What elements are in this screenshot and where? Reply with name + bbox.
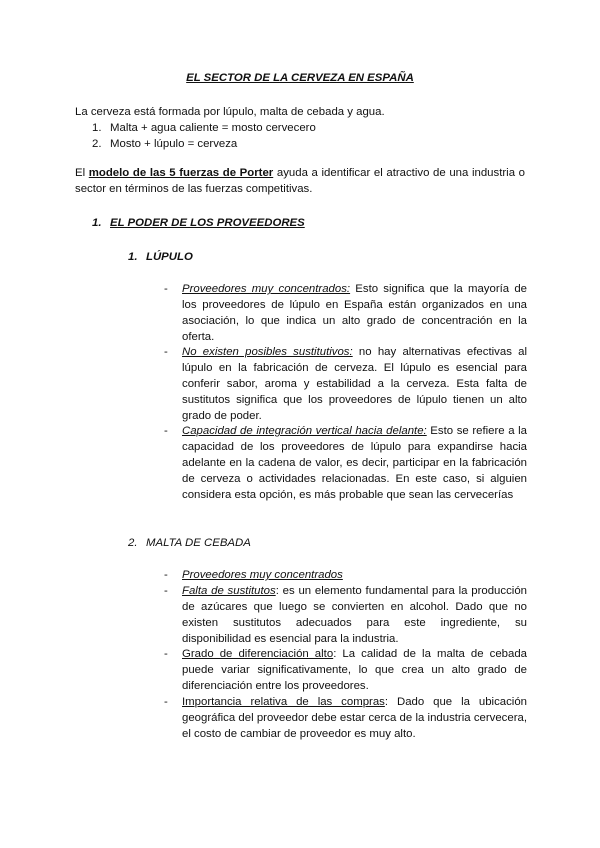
bullet-text [182, 344, 527, 424]
bullet-body: no hay alternativas efectivas al lúpulo en la fabricación de cerveza. El lúpulo es esencial para conferir sabor, aroma y estabilidad a la cerveza. Esta falta de sustitutos significa que los proveedores de lúpulo tienen un alto grado de poder. [182, 346, 527, 422]
bullet-dash: - [164, 569, 168, 581]
list-text: Malta + agua caliente = mosto cervecero [110, 122, 316, 134]
bullet-text [182, 423, 527, 503]
bullet-dash: - [164, 425, 168, 437]
porter-model-link: modelo de las 5 fuerzas de Porter [88, 167, 274, 179]
section-title: EL PODER DE LOS PROVEEDORES [110, 217, 305, 229]
subsection-title: MALTA DE CEBADA [146, 537, 251, 549]
subsection-number: 2. [128, 537, 138, 549]
subsection-title: LÚPULO [146, 251, 193, 263]
porter-paragraph [75, 165, 525, 197]
bullet-body: : es un elemento fundamental para la producción de azúcares que luego se convierten en alcohol. Dado que no existen sustitutos adecuados para este ingrediente, su disponibilidad es esencial para la industria. [182, 585, 527, 645]
bullet-body: Esto significa que la mayoría de los proveedores de lúpulo en España están organizados en una asociación, lo que indica un alto grado de concentración en la oferta. [182, 283, 527, 343]
bullet-label: Importancia relativa de las compras [182, 696, 385, 708]
bullet-text [182, 694, 527, 742]
bullet-dash: - [164, 283, 168, 295]
bullet-body: : La calidad de la malta de cebada puede variar significativamente, lo que crea un alto grado de diferenciación entre los proveedores. [182, 648, 528, 692]
bullet-label: Proveedores muy concentrados [182, 569, 343, 581]
bullet-dash: - [164, 346, 168, 358]
page-title: EL SECTOR DE LA CERVEZA EN ESPAÑA [186, 72, 414, 84]
bullet-label: No existen posibles sustitutivos: [182, 346, 353, 358]
list-number: 2. [92, 138, 102, 150]
bullet-label: Grado de diferenciación alto [182, 648, 334, 660]
bullet-label: Falta de sustitutos [182, 585, 276, 597]
bullet-body: Esto se refiere a la capacidad de los proveedores de lúpulo para expandirse hacia adelante en la cadena de valor, es decir, participar en la fabricación de cerveza o actividades relacionadas. En este caso, si alguien considera esta opción, es más probable que sean las cervecerías [182, 425, 528, 501]
bullet-body: : Dado que la ubicación geográfica del proveedor debe estar cerca de la industria cervecera, el costo de cambiar de proveedor es muy alto. [182, 696, 527, 740]
porter-post: ayuda a identificar el atractivo de una industria o sector en términos de las fuerzas competitivas. [75, 167, 525, 195]
list-number: 1. [92, 122, 102, 134]
list-text: Mosto + lúpulo = cerveza [110, 138, 238, 150]
bullet-label: Capacidad de integración vertical hacia delante: [182, 425, 427, 437]
bullet-text [182, 646, 527, 694]
porter-pre: El [75, 167, 89, 179]
intro-text: La cerveza está formada por lúpulo, malta de cebada y agua. [75, 106, 385, 118]
bullet-dash: - [164, 648, 168, 660]
bullet-dash: - [164, 585, 168, 597]
bullet-label: Proveedores muy concentrados: [182, 283, 351, 295]
bullet-text [182, 567, 527, 583]
subsection-number: 1. [128, 251, 138, 263]
bullet-dash: - [164, 696, 168, 708]
section-number: 1. [92, 217, 102, 229]
bullet-text [182, 583, 527, 647]
bullet-text [182, 281, 527, 345]
